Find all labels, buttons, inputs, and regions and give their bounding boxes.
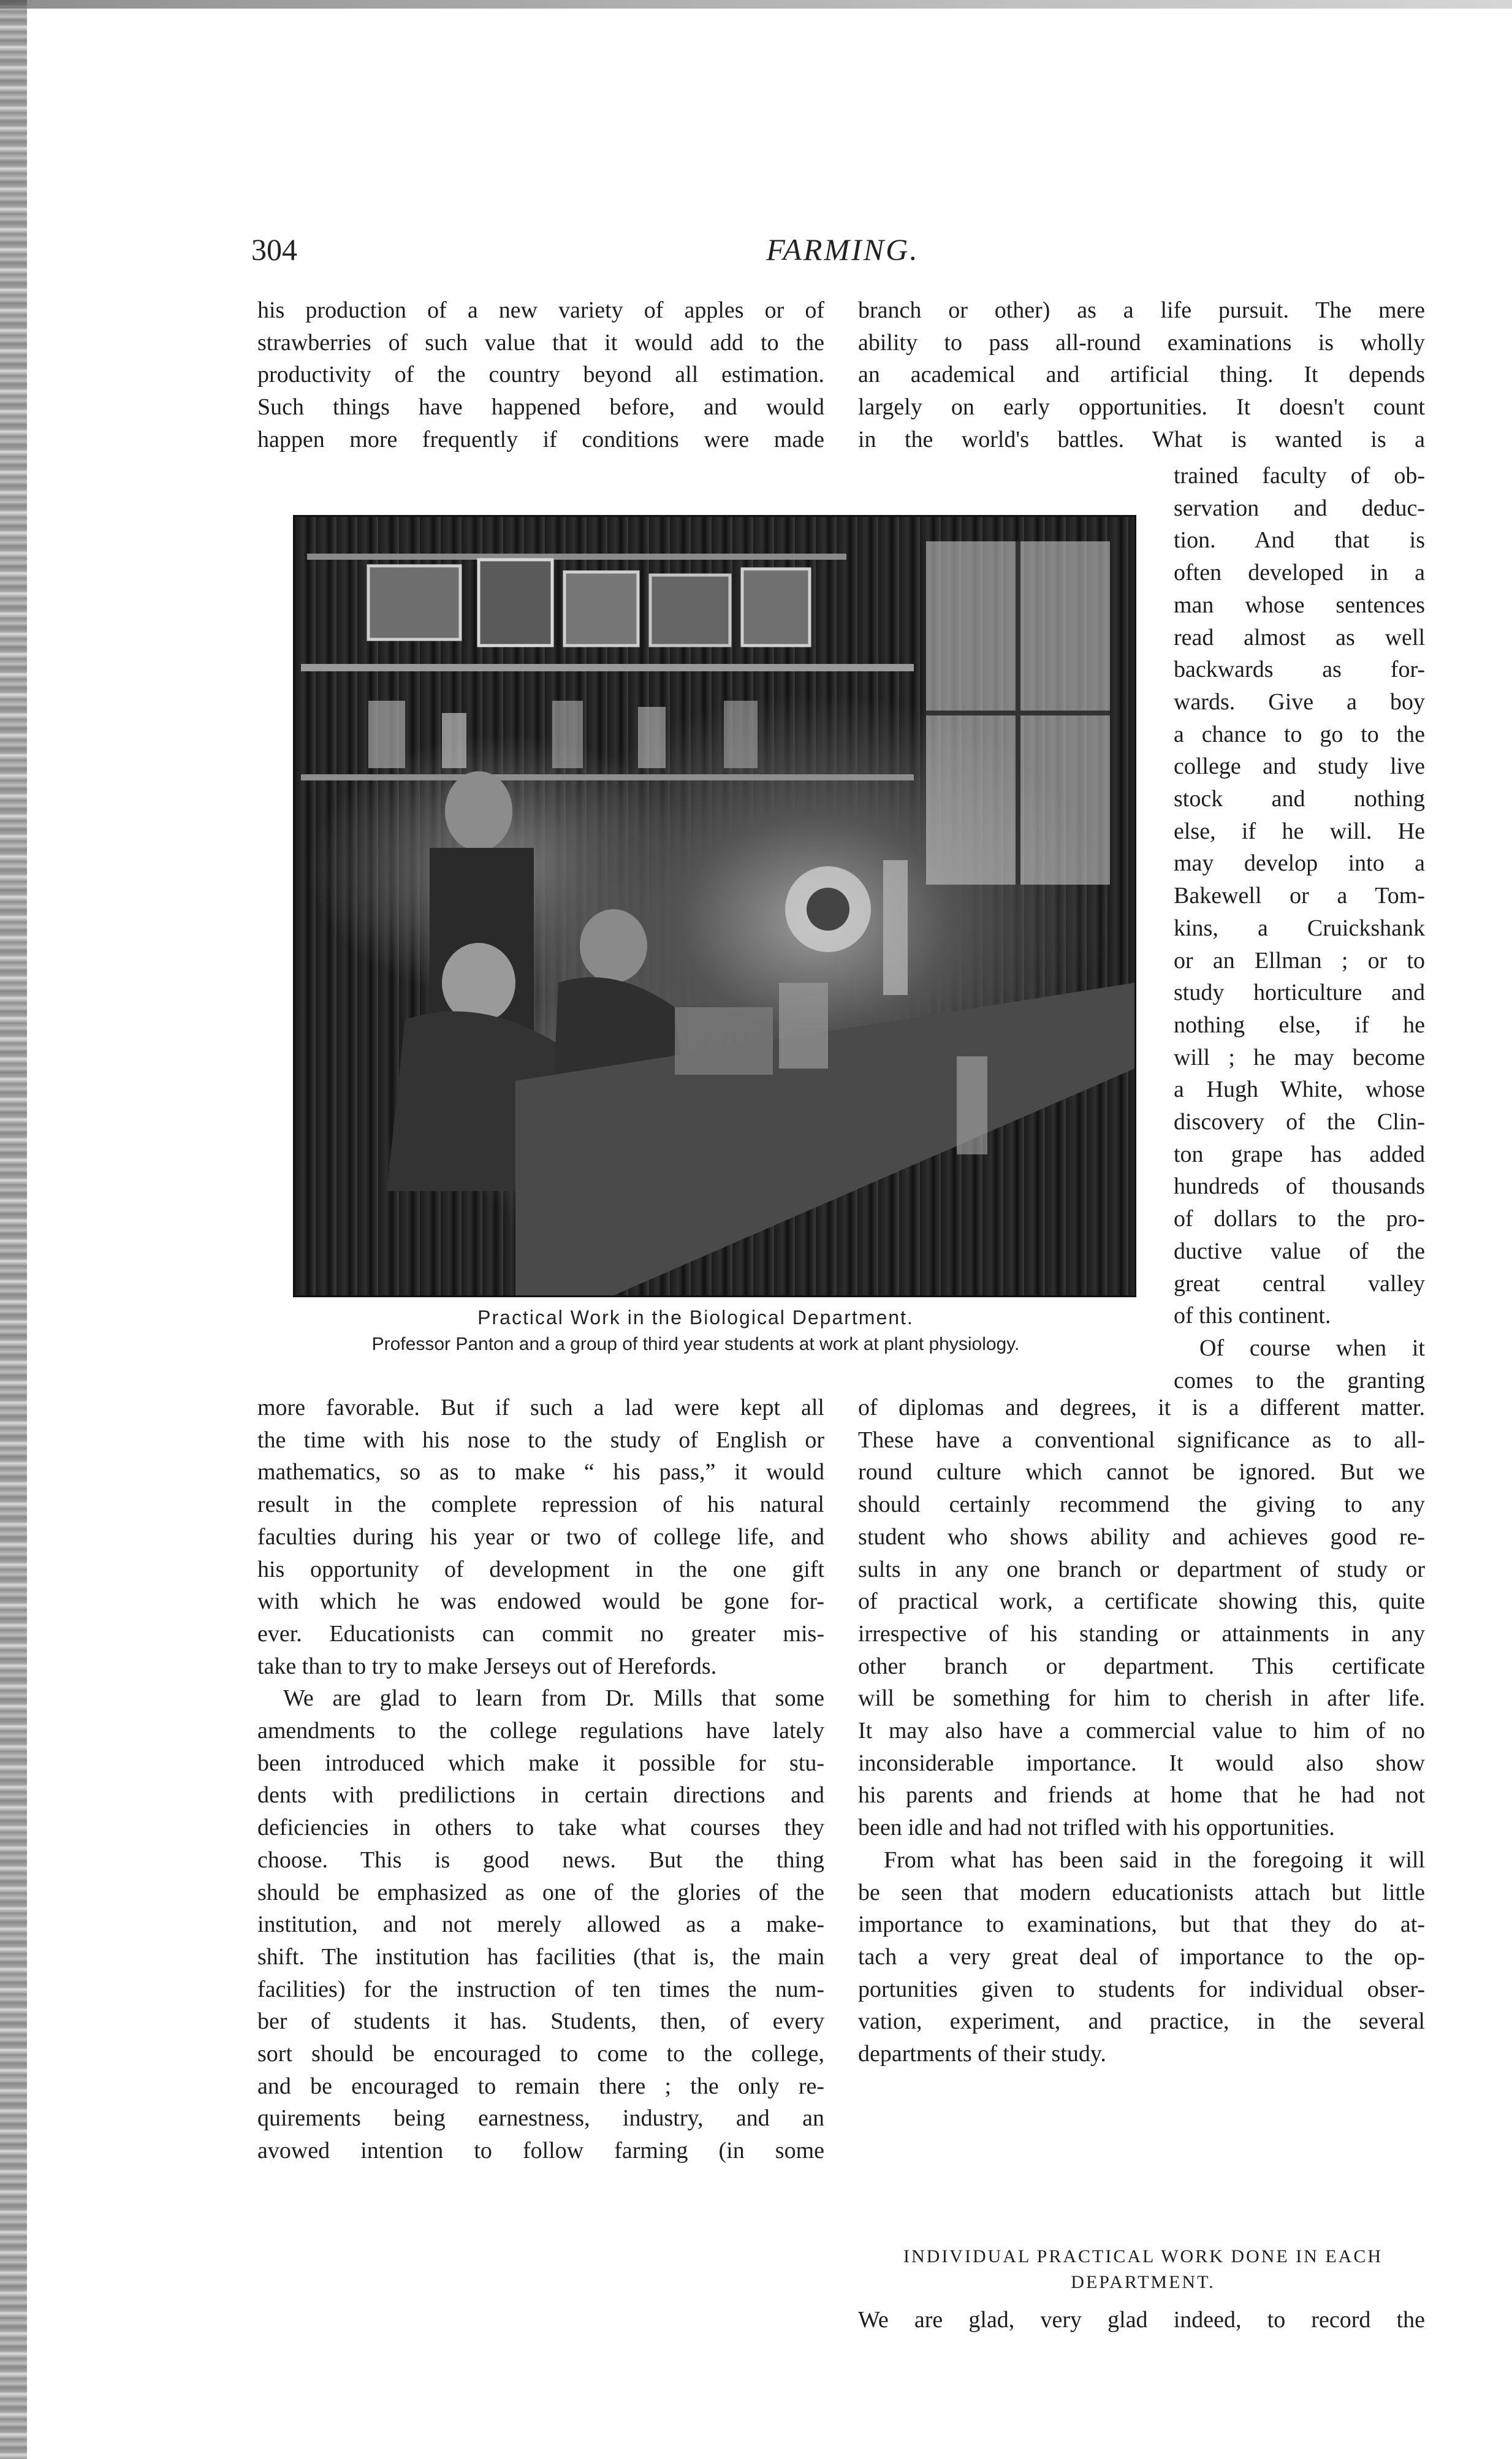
text-line: ductive value of the (1174, 1238, 1425, 1264)
text-line: backwards as for- (1174, 657, 1425, 683)
text-line: nothing else, if he (1174, 1012, 1425, 1038)
text-line: ber of students it has. Students, then, of every (257, 2008, 824, 2035)
photo-caption (251, 1304, 1140, 1358)
text-line: more favorable. But if such a lad were kept all (257, 1395, 824, 1420)
laboratory-photograph (293, 515, 1136, 1297)
text-line: strawberries of such value that it would add to the (257, 329, 824, 356)
text-line: irrespective of his standing or attainments in any (858, 1620, 1425, 1647)
text-line: wards. Give a boy (1174, 688, 1425, 715)
text-line: result in the complete repression of his natural (257, 1492, 824, 1518)
text-line: dents with predilictions in certain directions and (257, 1782, 824, 1809)
text-line: ability to pass all-round examinations is wholly (858, 329, 1425, 356)
text-line: be seen that modern educationists attach but little (858, 1879, 1425, 1905)
text-line: of dollars to the pro- (1174, 1206, 1425, 1232)
text-line: his opportunity of development in the one gift (257, 1556, 824, 1582)
text-line: ton grape has added (1174, 1141, 1425, 1167)
text-line: ever. Educationists can commit no greater mis- (257, 1620, 824, 1647)
text-line: institution, and not merely allowed as a make- (257, 1912, 824, 1938)
text-line: and be encouraged to remain there ; the only re- (257, 2073, 824, 2099)
text-line: vation, experiment, and practice, in the several (858, 2008, 1425, 2035)
text-line: trained faculty of ob- (1174, 463, 1425, 489)
text-line: discovery of the Clin- (1174, 1109, 1425, 1135)
right-column-final-line (858, 2304, 1425, 2336)
text-line: read almost as well (1174, 624, 1425, 650)
photo-illustration (295, 517, 1134, 1295)
text-line: productivity of the country beyond all estimation. (257, 362, 824, 388)
section-heading-line-2: DEPARTMENT. (1071, 2272, 1215, 2292)
page-number: 304 (251, 232, 297, 267)
text-line: deficiencies in others to take what courses they (257, 1815, 824, 1841)
text-line: of this continent. (1174, 1303, 1331, 1329)
text-line: take than to try to make Jerseys out of Herefords. (257, 1653, 717, 1679)
text-line: shift. The institution has facilities (that is, the main (257, 1943, 824, 1970)
text-line: study horticulture and (1174, 980, 1425, 1006)
text-line: faculties during his year or two of college life, and (257, 1523, 824, 1550)
text-line: or an Ellman ; or to (1174, 947, 1425, 974)
text-line: a chance to go to the (1174, 721, 1425, 747)
text-line: These have a conventional significance as to all- (858, 1427, 1425, 1453)
text-line: kins, a Cruickshank (1174, 915, 1425, 941)
section-heading-line-1: INDIVIDUAL PRACTICAL WORK DONE IN EACH (903, 2246, 1383, 2266)
text-line: should be emphasized as one of the glories of the (257, 1879, 824, 1905)
text-line: portunities given to students for individual obser- (858, 1976, 1425, 2002)
text-line: round culture which cannot be ignored. But we (858, 1459, 1425, 1485)
text-line: in the world's battles. What is wanted is a (858, 426, 1425, 452)
text-line: choose. This is good news. But the thing (257, 1847, 824, 1873)
left-column-top (257, 294, 824, 456)
text-line: often developed in a (1174, 560, 1425, 586)
caption-title: Practical Work in the Biological Department. (477, 1306, 914, 1329)
scan-top-edge (0, 0, 1512, 9)
text-line: been idle and had not trifled with his opportunities. (858, 1815, 1335, 1841)
text-line: Of course when it (1199, 1335, 1425, 1361)
text-line: servation and deduc- (1174, 495, 1425, 521)
text-line: an academical and artificial thing. It depends (858, 362, 1425, 388)
text-line: of practical work, a certificate showing this, quite (858, 1588, 1425, 1615)
text-line: happen more frequently if conditions were made (257, 426, 824, 452)
text-line: quirements being earnestness, industry, and an (257, 2105, 824, 2132)
text-line: else, if he will. He (1174, 818, 1425, 844)
text-line: branch or other) as a life pursuit. The mere (858, 297, 1425, 323)
text-line: of diplomas and degrees, it is a different matter. (858, 1395, 1425, 1420)
text-line: will ; he may become (1174, 1044, 1425, 1070)
right-column-top (858, 294, 1425, 456)
text-line: student who shows ability and achieves good re- (858, 1523, 1425, 1550)
text-line: facilities) for the instruction of ten times the num- (257, 1976, 824, 2002)
text-line: We are glad, very glad indeed, to record the (858, 2307, 1425, 2333)
right-column-narrow (1174, 460, 1425, 1397)
text-line: We are glad to learn from Dr. Mills that some (283, 1685, 824, 1712)
text-line: a Hugh White, whose (1174, 1077, 1425, 1103)
text-line: college and study live (1174, 753, 1425, 780)
text-line: inconsiderable importance. It would also show (858, 1750, 1425, 1776)
text-line: tion. And that is (1174, 527, 1425, 554)
text-line: with which he was endowed would be gone for- (257, 1588, 824, 1615)
text-line: should certainly recommend the giving to any (858, 1492, 1425, 1518)
text-line: great central valley (1174, 1270, 1425, 1297)
text-line: been introduced which make it possible for stu- (257, 1750, 824, 1776)
text-line: Such things have happened before, and would (257, 394, 824, 421)
text-line: sults in any one branch or department of study or (858, 1556, 1425, 1582)
text-line: hundreds of thousands (1174, 1173, 1425, 1200)
text-line: departments of their study. (858, 2041, 1106, 2067)
right-column-bottom (858, 1392, 1425, 2070)
text-line: comes to the granting (1174, 1367, 1425, 1393)
running-head: FARMING. (766, 232, 919, 267)
text-line: mathematics, so as to make “ his pass,” it would (257, 1459, 824, 1485)
text-line: may develop into a (1174, 850, 1425, 877)
text-line: importance to examinations, but that they do at- (858, 1912, 1425, 1938)
page-header (251, 232, 1434, 275)
text-line: other branch or department. This certificate (858, 1653, 1425, 1679)
text-line: From what has been said in the foregoing it will (884, 1847, 1425, 1873)
text-line: sort should be encouraged to come to the college, (257, 2041, 824, 2067)
caption-subtitle: Professor Panton and a group of third year students at work at plant physiology. (371, 1334, 1020, 1354)
text-line: man whose sentences (1174, 592, 1425, 618)
text-line: avowed intention to follow farming (in some (257, 2138, 824, 2164)
left-column-bottom (257, 1392, 824, 2167)
text-line: stock and nothing (1174, 786, 1425, 812)
text-line: his parents and friends at home that he had not (858, 1782, 1425, 1809)
section-heading (858, 2244, 1428, 2295)
text-line: amendments to the college regulations have lately (257, 1718, 824, 1744)
text-line: the time with his nose to the study of English or (257, 1427, 824, 1453)
text-line: tach a very great deal of importance to the op- (858, 1943, 1425, 1970)
text-line: his production of a new variety of apples or of (257, 297, 824, 323)
scan-binding-edge (0, 0, 27, 2459)
text-line: It may also have a commercial value to him of no (858, 1718, 1425, 1744)
text-line: will be something for him to cherish in after life. (858, 1685, 1425, 1712)
text-line: Bakewell or a Tom- (1174, 883, 1425, 909)
text-line: largely on early opportunities. It doesn't count (858, 394, 1425, 421)
